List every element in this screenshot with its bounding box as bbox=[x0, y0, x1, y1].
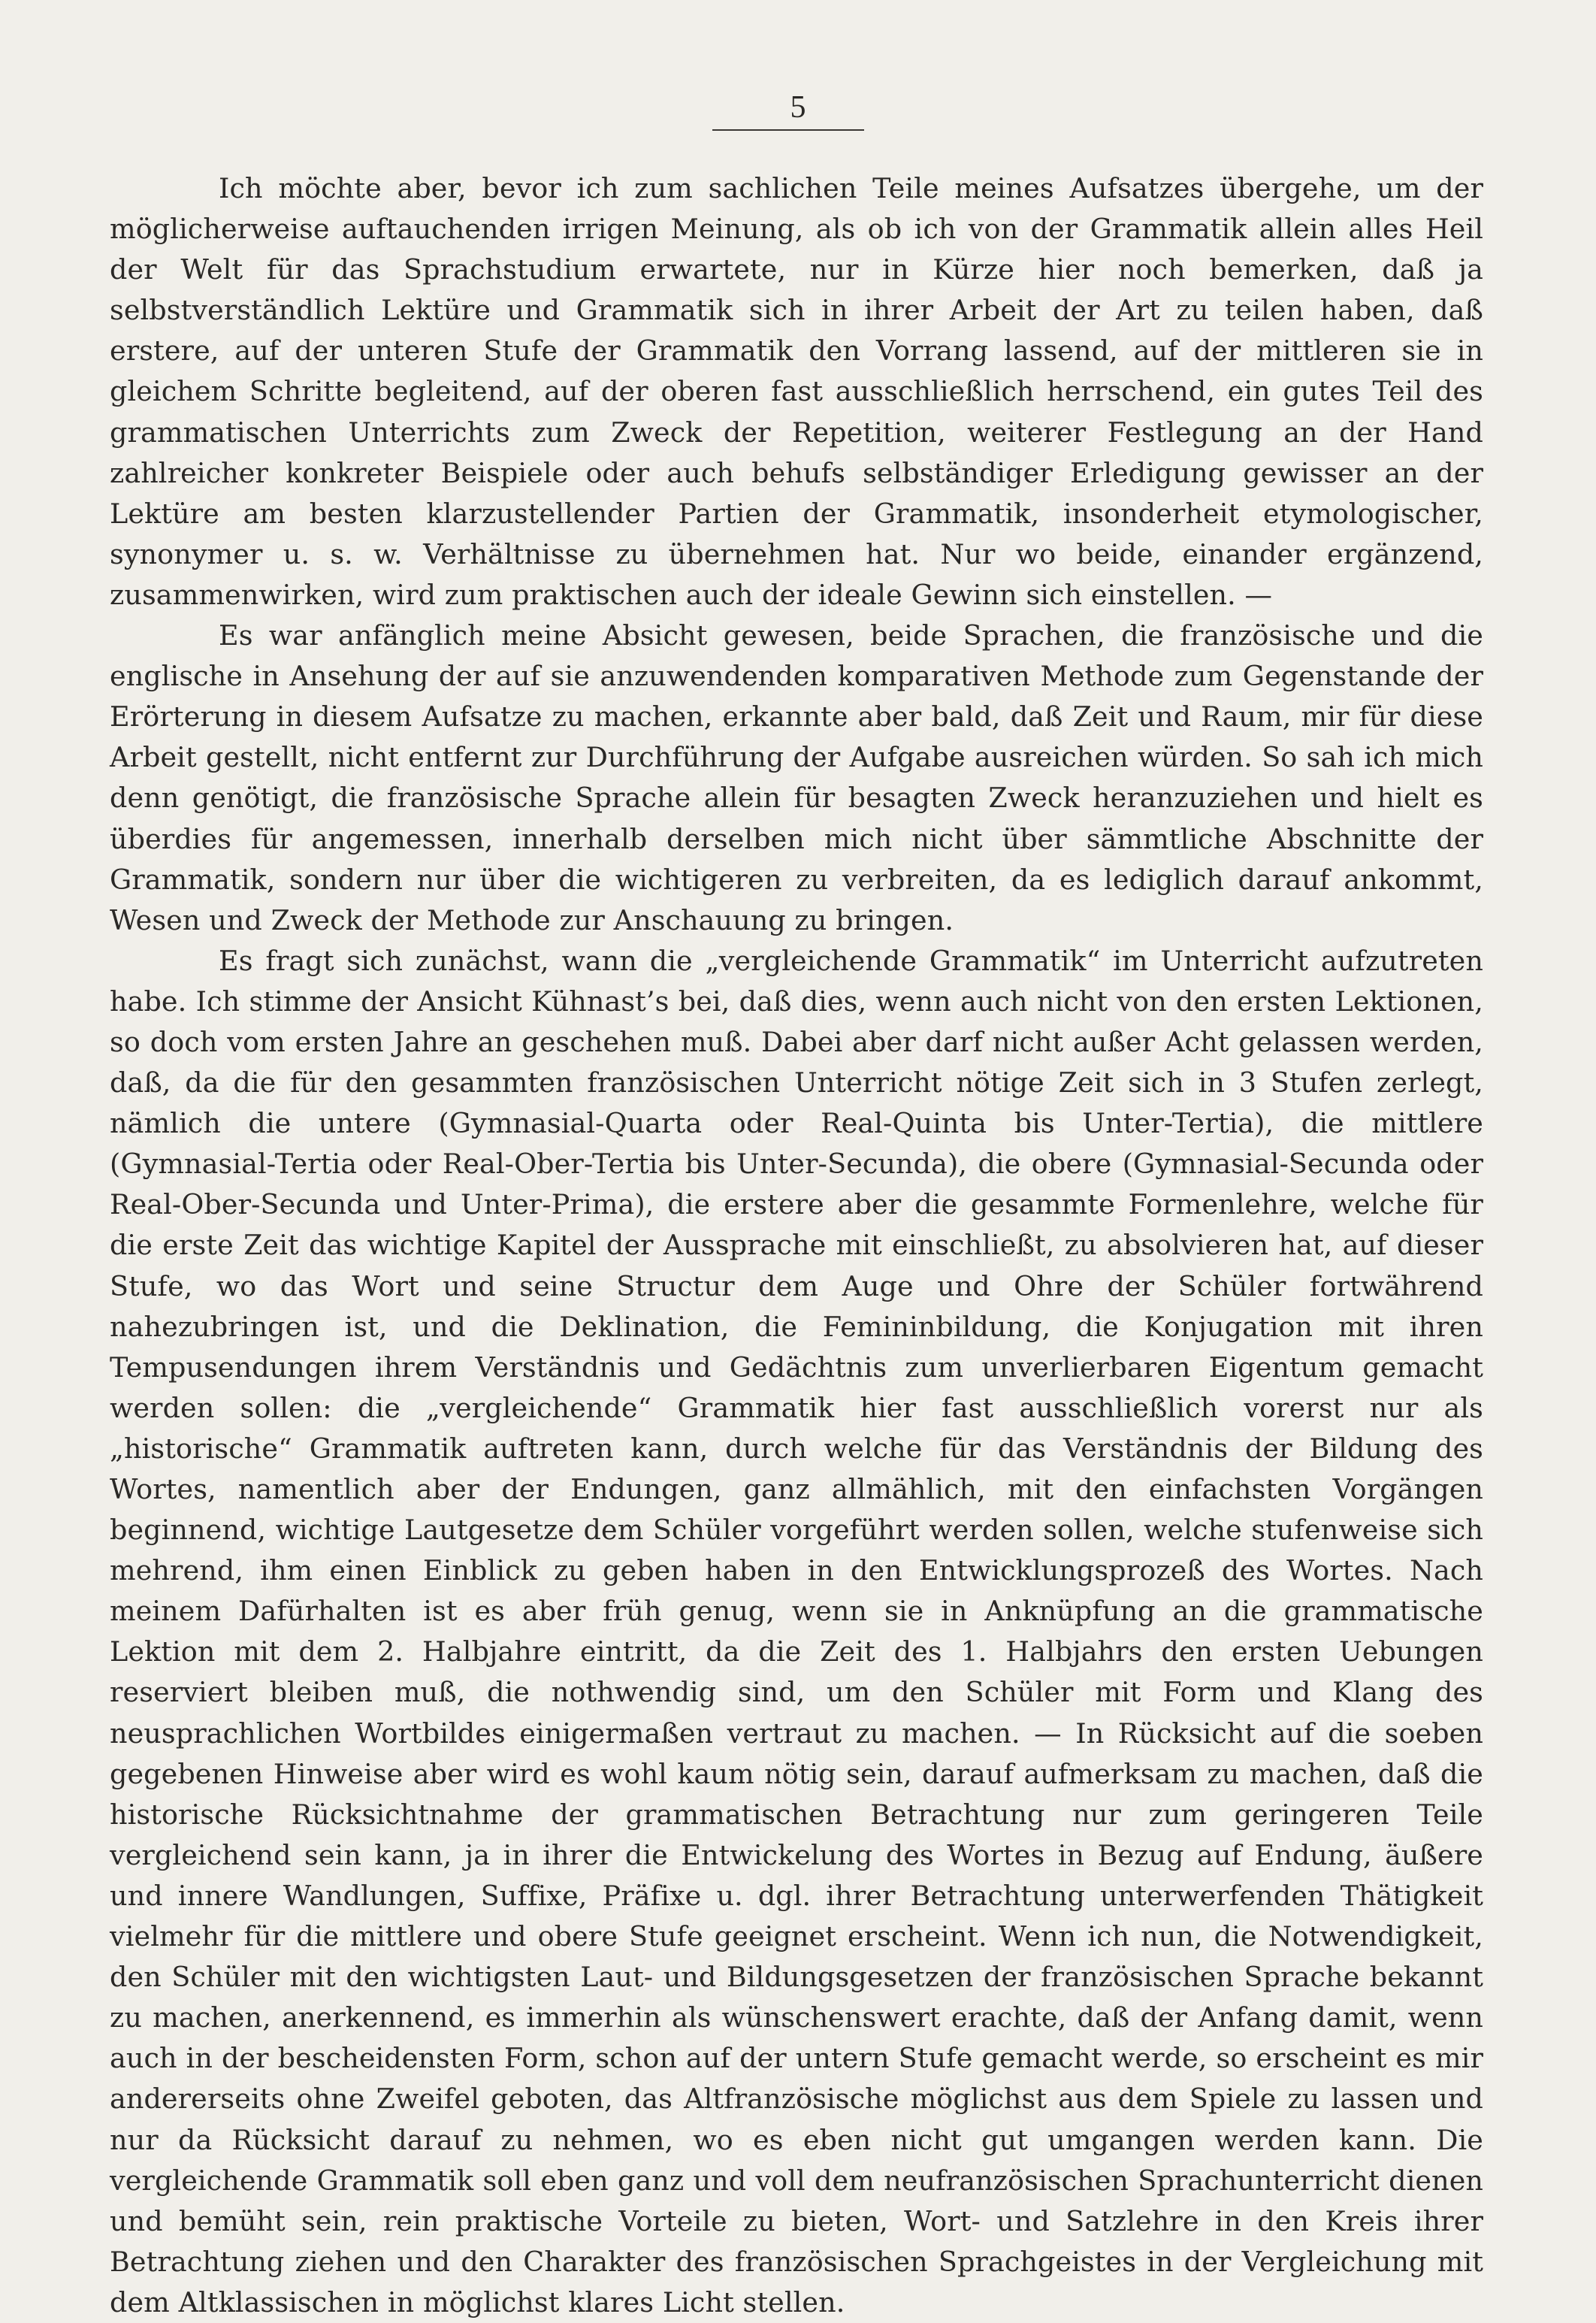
paragraph-1: Ich möchte aber, bevor ich zum sachlichen Teile meines Aufsatzes übergehe, um der möglicherweise auftauchenden irrigen Meinung, als ob ich von der Grammatik allein alles Heil der Welt für das Sprachstudium erwartete, nur in Kürze hier noch bemerken, daß ja selbstverständlich Lektüre und Grammatik sich in ihrer Arbeit der Art zu teilen haben, daß erstere, auf der unteren Stufe der Grammatik den Vorrang lassend, auf der mittleren sie in gleichem Schritte begleitend, auf der oberen fast ausschließlich herrschend, ein gutes Teil des grammatischen Unterrichts zum Zweck der Repetition, weiterer Festlegung an der Hand zahlreicher konkreter Beispiele oder auch behufs selbständiger Erledigung gewisser an der Lektüre am besten klarzustellender Partien der Grammatik, insonderheit etymologischer, synonymer u. s. w. Verhältnisse zu übernehmen hat. Nur wo beide, einander ergänzend, zusammenwirken, wird zum praktischen auch der ideale Gewinn sich einstellen. — bbox=[110, 172, 1483, 611]
page-number: 5 bbox=[790, 90, 806, 125]
paragraph-2: Es war anfänglich meine Absicht gewesen, beide Sprachen, die französische und die englische in Ansehung der auf sie anzuwendenden komparativen Methode zum Gegenstande der Erörterung in diesem Aufsatze zu machen, erkannte aber bald, daß Zeit und Raum, mir für diese Arbeit gestellt, nicht entfernt zur Durchführung der Aufgabe ausreichen würden. So sah ich mich denn genötigt, die französische Sprache allein für besagten Zweck heranzuziehen und hielt es überdies für angemessen, innerhalb derselben mich nicht über sämmtliche Abschnitte der Grammatik, sondern nur über die wichtigeren zu verbreiten, da es lediglich darauf ankommt, Wesen und Zweck der Methode zur Anschauung zu bringen. bbox=[110, 619, 1483, 936]
page-number-rule bbox=[712, 129, 864, 131]
body-text bbox=[110, 168, 1483, 2323]
paragraph-3: Es fragt sich zunächst, wann die „vergleichende Grammatik“ im Unterricht aufzutreten habe. Ich stimme der Ansicht Kühnast’s bei, daß dies, wenn auch nicht von den ersten Lektionen, so doch vom ersten Jahre an geschehen muß. Dabei aber darf nicht außer Acht gelassen werden, daß, da die für den gesammten französischen Unterricht nötige Zeit sich in 3 Stufen zerlegt, nämlich die untere (Gymnasial-Quarta oder Real-Quinta bis Unter-Tertia), die mittlere (Gymnasial-Tertia oder Real-Ober-Tertia bis Unter-Secunda), die obere (Gymnasial-Secunda oder Real-Ober-Secunda und Unter-Prima), die erstere aber die gesammte Formenlehre, welche für die erste Zeit das wichtige Kapitel der Aussprache mit einschließt, zu absolvieren hat, auf dieser Stufe, wo das Wort und seine Structur dem Auge und Ohre der Schüler fortwährend nahezubringen ist, und die Deklination, die Femininbildung, die Konjugation mit ihren Tempusendungen ihrem Verständnis und Gedächtnis zum unverlierbaren Eigentum gemacht werden sollen: die „vergleichende“ Grammatik hier fast ausschließlich vorerst nur als „historische“ Grammatik auftreten kann, durch welche für das Verständnis der Bildung des Wortes, namentlich aber der Endungen, ganz allmählich, mit den einfachsten Vorgängen beginnend, wichtige Lautgesetze dem Schüler vorgeführt werden sollen, welche stufenweise sich mehrend, ihm einen Einblick zu geben haben in den Entwicklungsprozeß des Wortes. Nach meinem Dafürhalten ist es aber früh genug, wenn sie in Anknüpfung an die grammatische Lektion mit dem 2. Halbjahre eintritt, da die Zeit des 1. Halbjahrs den ersten Uebungen reserviert bleiben muß, die nothwendig sind, um den Schüler mit Form und Klang des neusprachlichen Wortbildes einigermaßen vertraut zu machen. — In Rücksicht auf die soeben gegebenen Hinweise aber wird es wohl kaum nötig sein, darauf aufmerksam zu machen, daß die historische Rücksichtnahme der grammatischen Betrachtung nur zum geringeren Teile vergleichend sein kann, ja in ihrer die Entwickelung des Wortes in Bezug auf Endung, äußere und innere Wandlungen, Suffixe, Präfixe u. dgl. ihrer Betrachtung unterwerfenden Thätigkeit vielmehr für die mittlere und obere Stufe geeignet erscheint. Wenn ich nun, die Notwendigkeit, den Schüler mit den wichtigsten Laut- und Bildungsgesetzen der französischen Sprache bekannt zu machen, anerkennend, es immerhin als wünschenswert erachte, daß der Anfang damit, wenn auch in der bescheidensten Form, schon auf der untern Stufe gemacht werde, so erscheint es mir andererseits ohne Zweifel geboten, das Altfranzösische möglichst aus dem Spiele zu lassen und nur da Rücksicht darauf zu nehmen, wo es eben nicht gut umgangen werden kann. Die vergleichende Grammatik soll eben ganz und voll dem neufranzösischen Sprachunterricht dienen und bemüht sein, rein praktische Vorteile zu bieten, Wort- und Satzlehre in den Kreis ihrer Betrachtung ziehen und den Charakter des französischen Sprachgeistes in der Vergleichung mit dem Altklassischen in möglichst klares Licht stellen. bbox=[110, 944, 1483, 2318]
